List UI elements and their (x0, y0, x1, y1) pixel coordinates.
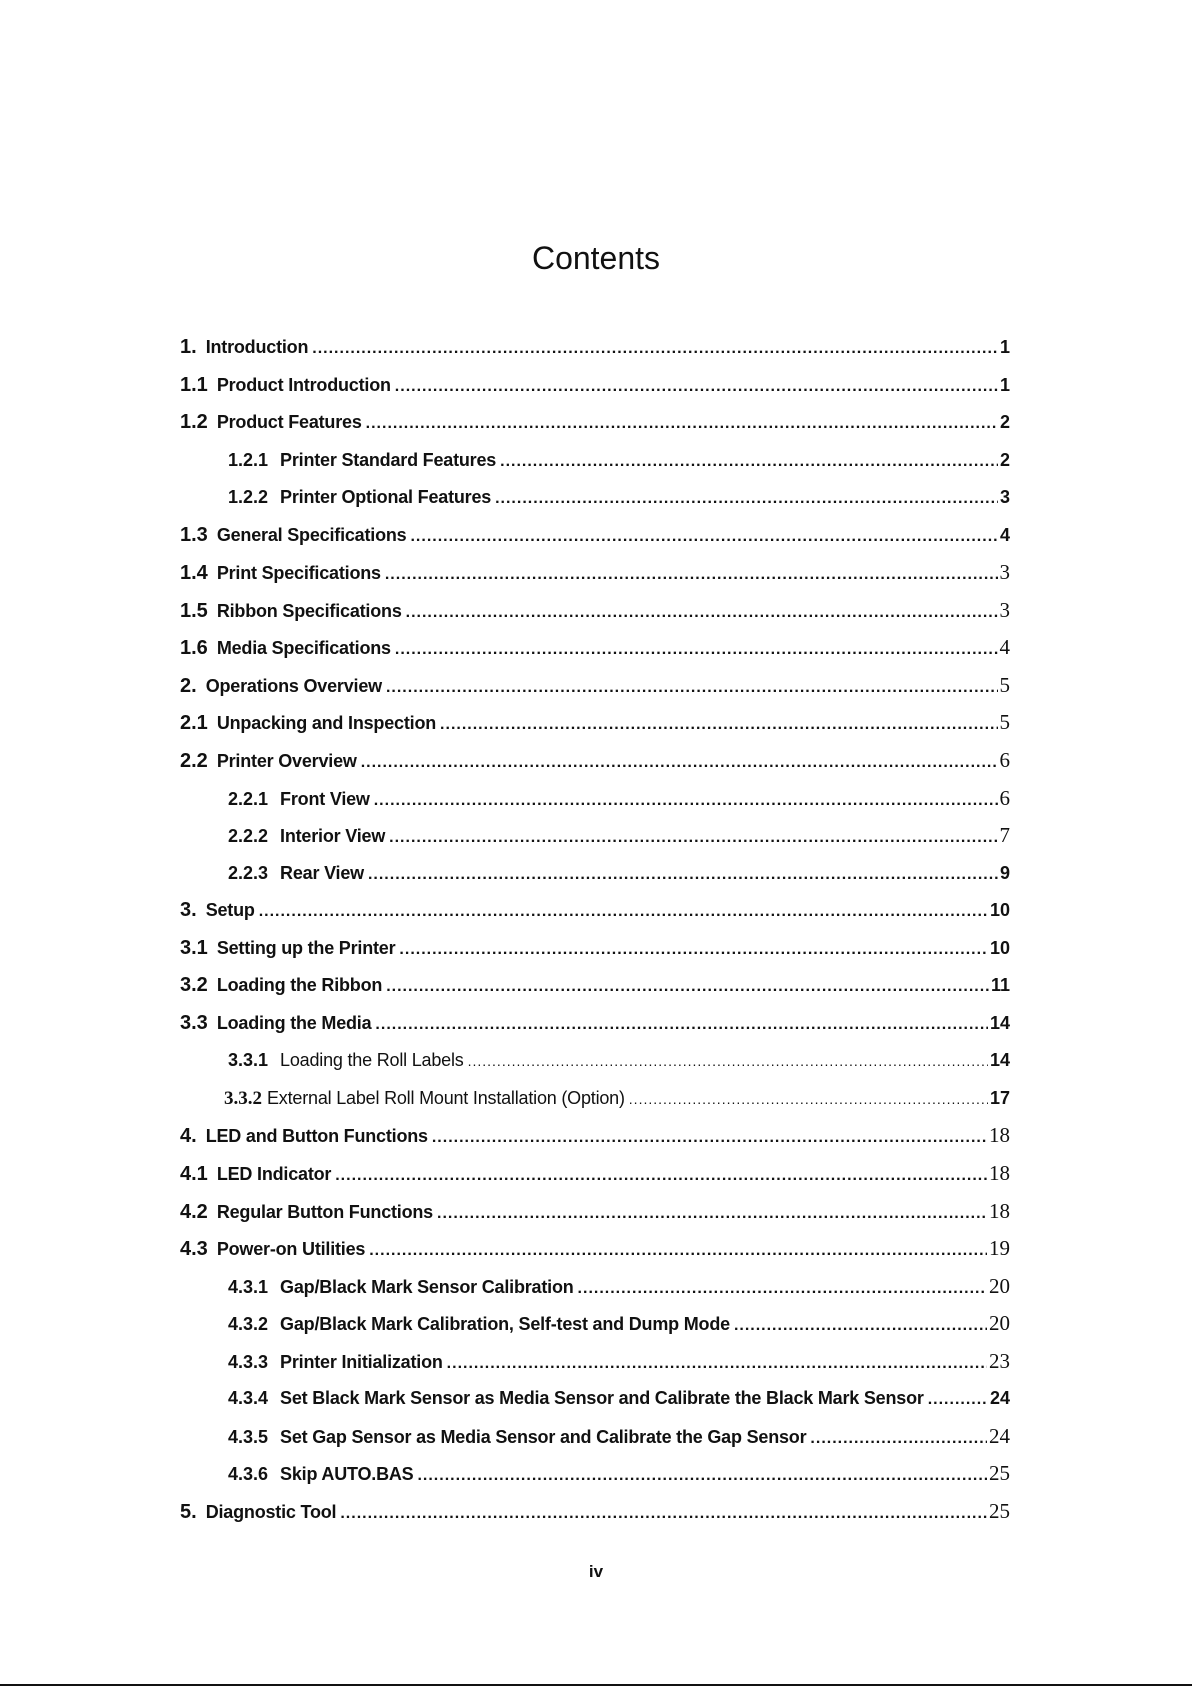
toc-entry-number: 1.2 (180, 411, 208, 434)
toc-entry-page-number: 1 (999, 337, 1010, 357)
toc-entry[interactable] (180, 1230, 1010, 1268)
toc-entry-page-number: 25 (989, 1498, 1010, 1523)
dot-leader (928, 1381, 988, 1418)
toc-entry[interactable] (180, 592, 1010, 630)
toc-entry-number: 1.6 (180, 637, 208, 660)
toc-entry-label: Gap/Black Mark Calibration, Self-test and Dump Mode (280, 1314, 730, 1335)
toc-entry-number: 4.2 (180, 1200, 208, 1223)
toc-entry-number: 4.3.5 (228, 1426, 269, 1447)
toc-entry[interactable] (180, 930, 1010, 968)
toc-entry-page-number: 20 (989, 1273, 1010, 1298)
dot-leader (440, 706, 997, 742)
toc-entry-label: LED Indicator (216, 1164, 332, 1185)
toc-entry[interactable] (180, 329, 1010, 367)
toc-entry-page-number: 23 (989, 1348, 1010, 1373)
dot-leader (495, 480, 998, 517)
toc-entry-number: 4.3.3 (228, 1351, 269, 1372)
dot-leader (386, 669, 998, 705)
dot-leader (417, 1457, 987, 1493)
dot-leader (386, 968, 989, 1005)
dot-leader (375, 1006, 988, 1043)
dot-leader (432, 1119, 987, 1155)
toc-entry-number: 2.2 (180, 750, 208, 773)
dot-leader (629, 1081, 988, 1118)
toc-entry-page-number: 1 (999, 374, 1010, 395)
toc-entry-number: 1.4 (180, 562, 208, 585)
toc-entry-page-number: 10 (989, 900, 1010, 921)
toc-entry[interactable] (180, 1380, 1010, 1418)
toc-entry[interactable] (180, 404, 1010, 442)
dot-leader (810, 1420, 987, 1456)
toc-entry-page-number: 7 (999, 823, 1010, 848)
toc-entry-number: 1.2.1 (228, 449, 269, 470)
toc-entry-label: Loading the Media (216, 1012, 372, 1033)
dot-leader (468, 1043, 988, 1080)
toc-entry-label: Diagnostic Tool (205, 1501, 337, 1522)
toc-entry-label: LED and Button Functions (205, 1126, 428, 1147)
toc-entry-number: 2.2.1 (228, 788, 269, 809)
toc-entry[interactable] (180, 855, 1010, 893)
toc-entry-label: Loading the Roll Labels (280, 1050, 464, 1071)
toc-entry-page-number: 2 (999, 449, 1010, 470)
toc-entry-label: Printer Overview (216, 751, 357, 772)
toc-entry[interactable] (180, 817, 1010, 855)
page-number-footer: iv (588, 1562, 604, 1581)
toc-entry-number: 3.3 (180, 1011, 208, 1034)
dot-leader (369, 1232, 987, 1268)
toc-entry-label: Rear View (280, 862, 364, 883)
toc-entry-number: 3.3.2 (224, 1087, 262, 1109)
toc-entry-label: Setting up the Printer (216, 937, 396, 958)
toc-entry-number: 1.5 (180, 599, 208, 622)
dot-leader (734, 1307, 987, 1343)
toc-entry-label: Front View (280, 788, 370, 809)
toc-entry[interactable] (180, 442, 1010, 480)
dot-leader (500, 443, 998, 480)
dot-leader (389, 819, 997, 855)
toc-entry-number: 2.2.3 (228, 862, 269, 883)
toc-entry-page-number: 5 (999, 672, 1010, 697)
dot-leader (406, 594, 998, 630)
toc-entry[interactable] (180, 1042, 1010, 1080)
toc-entry[interactable] (180, 1080, 1010, 1118)
toc-entry-label: General Specifications (216, 524, 407, 545)
toc-entry-label: Unpacking and Inspection (216, 713, 437, 734)
toc-entry-number: 4.3.1 (228, 1276, 269, 1297)
toc-entry-page-number: 17 (989, 1087, 1010, 1108)
toc-entry-page-number: 18 (989, 1123, 1010, 1148)
toc-entry[interactable] (180, 479, 1010, 517)
dot-leader (447, 1345, 987, 1381)
dot-leader (361, 744, 998, 780)
dot-leader (259, 893, 988, 930)
toc-entry-label: External Label Roll Mount Installation (Option) (267, 1087, 625, 1108)
toc-entry-label: Printer Standard Features (280, 449, 497, 470)
toc-entry-number: 1.1 (180, 373, 208, 396)
toc-entry[interactable] (180, 1305, 1010, 1343)
toc-entry-page-number: 19 (989, 1236, 1010, 1261)
toc-entry-number: 3.2 (180, 974, 208, 997)
toc-entry[interactable] (180, 1418, 1010, 1456)
dot-leader (385, 556, 998, 592)
toc-entry-label: Product Features (216, 412, 362, 433)
toc-entry-number: 1.2.2 (228, 487, 269, 508)
page-title: Contents (531, 240, 661, 276)
toc-entry-label: Product Introduction (216, 374, 391, 395)
toc-entry-page-number: 11 (990, 975, 1010, 996)
toc-entry-page-number: 18 (989, 1198, 1010, 1223)
toc-entry-page-number: 3 (999, 560, 1010, 585)
dot-leader (395, 631, 998, 667)
toc-entry-number: 4.1 (180, 1163, 208, 1186)
toc-entry-number: 4.3.2 (228, 1314, 269, 1335)
toc-entry-number: 2. (180, 674, 197, 697)
toc-entry-number: 4.3 (180, 1238, 208, 1261)
toc-entry-label: Power-on Utilities (216, 1239, 366, 1260)
toc-entry[interactable] (180, 892, 1010, 930)
dot-leader (374, 782, 998, 818)
toc-entry-page-number: 25 (989, 1461, 1010, 1486)
toc-entry-label: Media Specifications (216, 638, 391, 659)
toc-entry-label: Introduction (205, 337, 309, 357)
toc-entry-label: Skip AUTO.BAS (280, 1464, 414, 1485)
toc-entry-number: 4.3.4 (228, 1388, 269, 1409)
toc-entry-number: 3.1 (180, 936, 208, 959)
dot-leader (340, 1495, 987, 1531)
toc-entry-label: Setup (205, 900, 255, 921)
dot-leader (366, 405, 998, 442)
toc-entry-page-number: 4 (999, 635, 1010, 660)
toc-entry-number: 1. (180, 336, 197, 358)
toc-entry[interactable] (180, 367, 1010, 405)
toc-entry[interactable] (180, 1343, 1010, 1381)
toc-entry[interactable] (180, 1455, 1010, 1493)
toc-entry[interactable] (180, 780, 1010, 818)
table-of-contents (180, 329, 1010, 1531)
toc-entry-label: Set Gap Sensor as Media Sensor and Calibrate the Gap Sensor (280, 1426, 807, 1447)
toc-entry[interactable] (180, 1268, 1010, 1306)
toc-entry-label: Operations Overview (205, 675, 382, 696)
toc-entry-page-number: 20 (989, 1311, 1010, 1336)
toc-entry-page-number: 24 (989, 1423, 1010, 1448)
toc-entry[interactable] (180, 1117, 1010, 1155)
toc-entry-label: Loading the Ribbon (216, 975, 383, 996)
toc-entry-label: Ribbon Specifications (216, 600, 402, 621)
dot-leader (410, 518, 998, 555)
toc-entry[interactable] (180, 667, 1010, 705)
toc-entry-number: 4. (180, 1125, 197, 1148)
toc-entry-page-number: 9 (999, 862, 1010, 883)
toc-entry-number: 1.3 (180, 523, 208, 546)
toc-entry-number: 2.1 (180, 712, 208, 735)
toc-entry[interactable] (180, 629, 1010, 667)
toc-entry[interactable] (180, 1155, 1010, 1193)
dot-leader (335, 1157, 987, 1193)
dot-leader (578, 1270, 987, 1306)
toc-entry-label: Set Black Mark Sensor as Media Sensor and Calibrate the Black Mark Sensor (280, 1388, 924, 1409)
dot-leader (399, 931, 988, 968)
toc-entry[interactable] (180, 554, 1010, 592)
toc-entry-number: 3.3.1 (228, 1050, 269, 1071)
dot-leader (312, 330, 998, 367)
toc-entry[interactable] (180, 704, 1010, 742)
toc-entry[interactable] (180, 742, 1010, 780)
toc-entry-number: 4.3.6 (228, 1464, 269, 1485)
toc-entry-label: Print Specifications (216, 563, 381, 584)
toc-entry-page-number: 6 (999, 748, 1010, 773)
toc-entry-label: Interior View (280, 826, 386, 847)
toc-entry[interactable] (180, 967, 1010, 1005)
toc-entry[interactable] (180, 1005, 1010, 1043)
toc-entry-page-number: 3 (999, 487, 1010, 508)
toc-entry-label: Gap/Black Mark Sensor Calibration (280, 1276, 574, 1297)
toc-entry-page-number: 5 (999, 710, 1010, 735)
toc-entry-number: 3. (180, 899, 197, 922)
toc-entry-page-number: 18 (989, 1161, 1010, 1186)
toc-entry-page-number: 6 (999, 785, 1010, 810)
dot-leader (395, 368, 998, 405)
toc-entry[interactable] (180, 517, 1010, 555)
toc-entry-page-number: 2 (999, 412, 1010, 433)
toc-entry-page-number: 3 (999, 597, 1010, 622)
toc-entry[interactable] (180, 1193, 1010, 1231)
toc-entry-label: Printer Initialization (280, 1351, 443, 1372)
toc-entry-page-number: 4 (999, 524, 1010, 545)
toc-entry-number: 2.2.2 (228, 826, 269, 847)
toc-entry-number: 5. (180, 1500, 197, 1523)
toc-entry-label: Regular Button Functions (216, 1201, 433, 1222)
toc-entry-page-number: 10 (989, 937, 1010, 958)
toc-entry-page-number: 24 (989, 1388, 1010, 1409)
dot-leader (437, 1195, 987, 1231)
toc-entry-label: Printer Optional Features (280, 487, 492, 508)
toc-entry-page-number: 14 (989, 1012, 1010, 1033)
toc-entry[interactable] (180, 1493, 1010, 1531)
toc-entry-page-number: 14 (989, 1050, 1010, 1071)
dot-leader (368, 856, 998, 893)
